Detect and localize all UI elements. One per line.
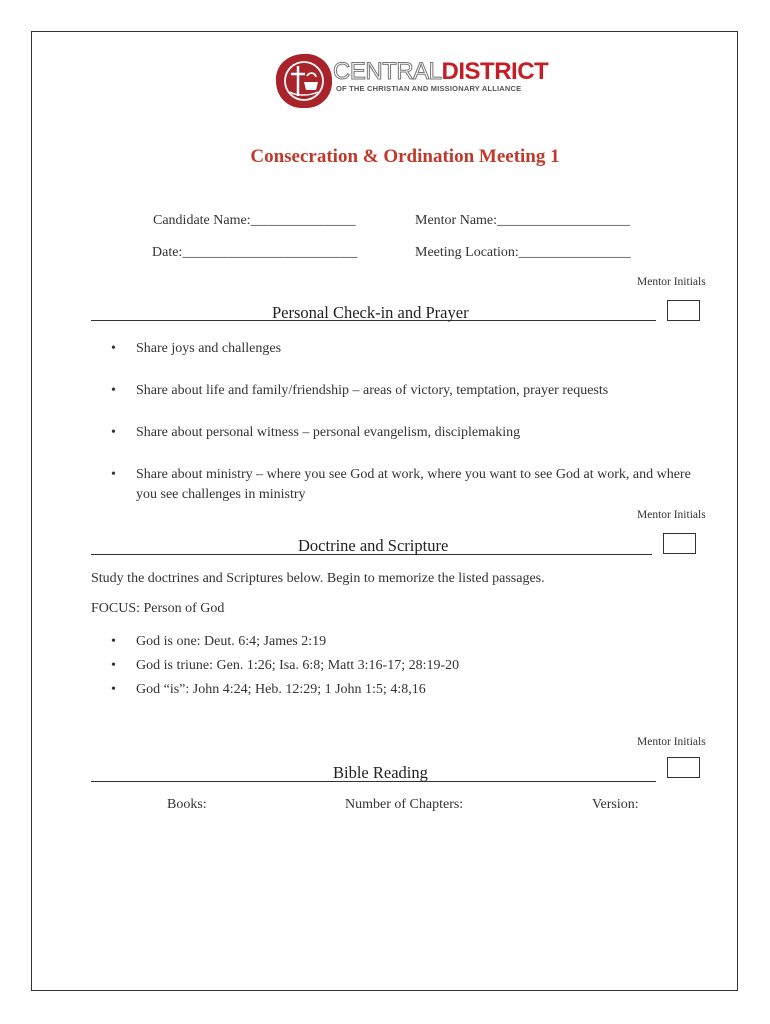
mentor-initials-label: Mentor Initials [637, 276, 706, 288]
list-item: • Share about personal witness – personal evangelism, disciplemaking [111, 423, 711, 443]
mentor-initials-box[interactable] [667, 757, 700, 778]
list-item: • Share about ministry – where you see God at work, where you want to see God at work, and where you see challenges in ministry [111, 465, 711, 505]
meeting-location-field: Meeting Location:________________ [415, 245, 631, 260]
list-item: • Share joys and challenges [111, 339, 711, 359]
logo-subtitle: OF THE CHRISTIAN AND MISSIONARY ALLIANCE [336, 84, 522, 93]
checkin-bullet-list [111, 339, 711, 505]
doctrine-bullet-list [111, 632, 459, 700]
candidate-name-field: Candidate Name:_______________ [153, 213, 356, 228]
document-page [31, 31, 738, 991]
district-logo-icon [274, 52, 334, 110]
books-label: Books: [167, 797, 207, 812]
section-heading-checkin: Personal Check-in and Prayer [272, 303, 469, 322]
section-heading-bible-reading: Bible Reading [333, 763, 428, 782]
mentor-initials-label: Mentor Initials [637, 736, 706, 748]
doctrine-intro-text: Study the doctrines and Scriptures below. Begin to memorize the listed passages. [91, 571, 545, 586]
page-title: Consecration & Ordination Meeting 1 [250, 146, 560, 167]
list-item: • God is one: Deut. 6:4; James 2:19 [111, 632, 459, 652]
mentor-name-field: Mentor Name:___________________ [415, 213, 631, 228]
list-item: • God is triune: Gen. 1:26; Isa. 6:8; Matt 3:16-17; 28:19-20 [111, 656, 459, 676]
mentor-initials-box[interactable] [663, 533, 696, 554]
list-item: • God “is”: John 4:24; Heb. 12:29; 1 John 1:5; 4:8,16 [111, 680, 459, 700]
version-label: Version: [592, 797, 639, 812]
list-item: • Share about life and family/friendship – areas of victory, temptation, prayer requests [111, 381, 711, 401]
number-of-chapters-label: Number of Chapters: [345, 797, 464, 812]
logo-wordmark: CENTRALDISTRICT [333, 58, 549, 85]
date-field: Date:_________________________ [152, 245, 358, 260]
section-heading-doctrine: Doctrine and Scripture [298, 536, 449, 555]
mentor-initials-box[interactable] [667, 300, 700, 321]
mentor-initials-label: Mentor Initials [637, 509, 706, 521]
doctrine-focus-text: FOCUS: Person of God [91, 601, 225, 616]
